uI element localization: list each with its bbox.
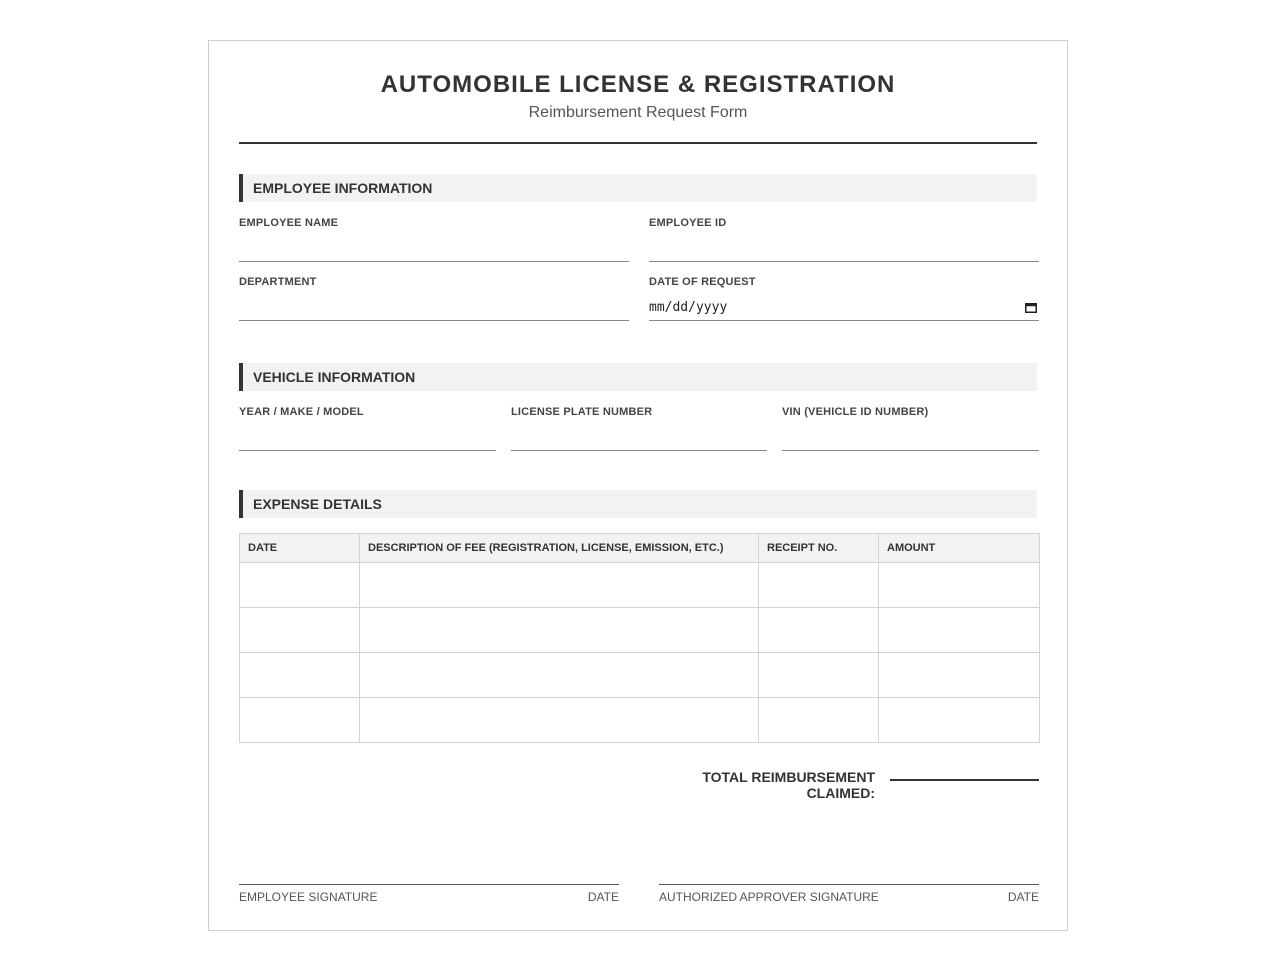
employee-id-field[interactable] — [649, 217, 1039, 262]
date-of-request-label: DATE OF REQUEST — [649, 276, 756, 288]
date-of-request-field[interactable] — [649, 276, 1039, 324]
expense-description-cell[interactable] — [360, 698, 759, 743]
vin-field[interactable] — [782, 406, 1039, 451]
column-header-amount: AMOUNT — [879, 534, 1040, 563]
approver-signature-label: AUTHORIZED APPROVER SIGNATURE — [659, 890, 879, 904]
employee-id-input[interactable] — [649, 261, 1039, 262]
expense-description-cell[interactable] — [360, 653, 759, 698]
form-title: AUTOMOBILE LICENSE & REGISTRATION — [380, 71, 896, 98]
column-header-date: DATE — [240, 534, 360, 563]
expense-date-cell[interactable] — [240, 563, 360, 608]
calendar-icon[interactable] — [1025, 302, 1037, 313]
year-make-model-input[interactable] — [239, 450, 496, 451]
expense-amount-cell[interactable] — [879, 653, 1040, 698]
employee-info-heading: EMPLOYEE INFORMATION — [239, 174, 1037, 202]
expense-details-heading: EXPENSE DETAILS — [239, 490, 1037, 518]
expense-amount-cell[interactable] — [879, 698, 1040, 743]
expense-description-cell[interactable] — [360, 608, 759, 653]
department-input[interactable] — [239, 320, 629, 321]
department-field[interactable] — [239, 276, 629, 321]
header-divider — [239, 142, 1037, 144]
expense-receipt-cell[interactable] — [759, 563, 879, 608]
employee-signature-label: EMPLOYEE SIGNATURE — [239, 890, 378, 904]
vehicle-info-heading: VEHICLE INFORMATION — [239, 363, 1037, 391]
vin-input[interactable] — [782, 450, 1039, 451]
expense-amount-cell[interactable] — [879, 563, 1040, 608]
form-sheet — [208, 40, 1068, 931]
table-row — [240, 653, 1040, 698]
date-placeholder: mm/dd/yyyy — [649, 300, 728, 315]
approver-date-label: DATE — [1007, 890, 1039, 904]
expense-amount-cell[interactable] — [879, 608, 1040, 653]
expense-receipt-cell[interactable] — [759, 698, 879, 743]
employee-date-label: DATE — [587, 890, 619, 904]
expense-description-cell[interactable] — [360, 563, 759, 608]
year-make-model-field[interactable] — [239, 406, 496, 451]
year-make-model-label: YEAR / MAKE / MODEL — [239, 406, 364, 418]
total-reimbursement-label: TOTAL REIMBURSEMENT CLAIMED: — [702, 769, 875, 801]
expense-receipt-cell[interactable] — [759, 653, 879, 698]
table-row — [240, 563, 1040, 608]
table-row — [240, 608, 1040, 653]
employee-name-field[interactable] — [239, 217, 629, 262]
expense-date-cell[interactable] — [240, 698, 360, 743]
department-label: DEPARTMENT — [239, 276, 317, 288]
column-header-description: DESCRIPTION OF FEE (REGISTRATION, LICENSE, EMISSION, ETC.) — [360, 534, 759, 563]
date-of-request-input[interactable] — [649, 296, 1039, 321]
column-header-receipt: RECEIPT NO. — [759, 534, 879, 563]
expense-date-cell[interactable] — [240, 653, 360, 698]
expense-header-row — [240, 534, 1040, 563]
employee-name-input[interactable] — [239, 261, 629, 262]
license-plate-field[interactable] — [511, 406, 767, 451]
employee-name-label: EMPLOYEE NAME — [239, 217, 339, 229]
expense-table — [239, 533, 1040, 743]
table-row — [240, 698, 1040, 743]
total-reimbursement-input[interactable] — [890, 779, 1039, 781]
expense-receipt-cell[interactable] — [759, 608, 879, 653]
license-plate-label: LICENSE PLATE NUMBER — [511, 406, 653, 418]
employee-signature-line[interactable] — [239, 884, 619, 885]
license-plate-input[interactable] — [511, 450, 767, 451]
expense-date-cell[interactable] — [240, 608, 360, 653]
form-subtitle: Reimbursement Request Form — [528, 104, 748, 121]
employee-id-label: EMPLOYEE ID — [649, 217, 727, 229]
vin-label: VIN (VEHICLE ID NUMBER) — [782, 406, 929, 418]
approver-signature-line[interactable] — [659, 884, 1039, 885]
